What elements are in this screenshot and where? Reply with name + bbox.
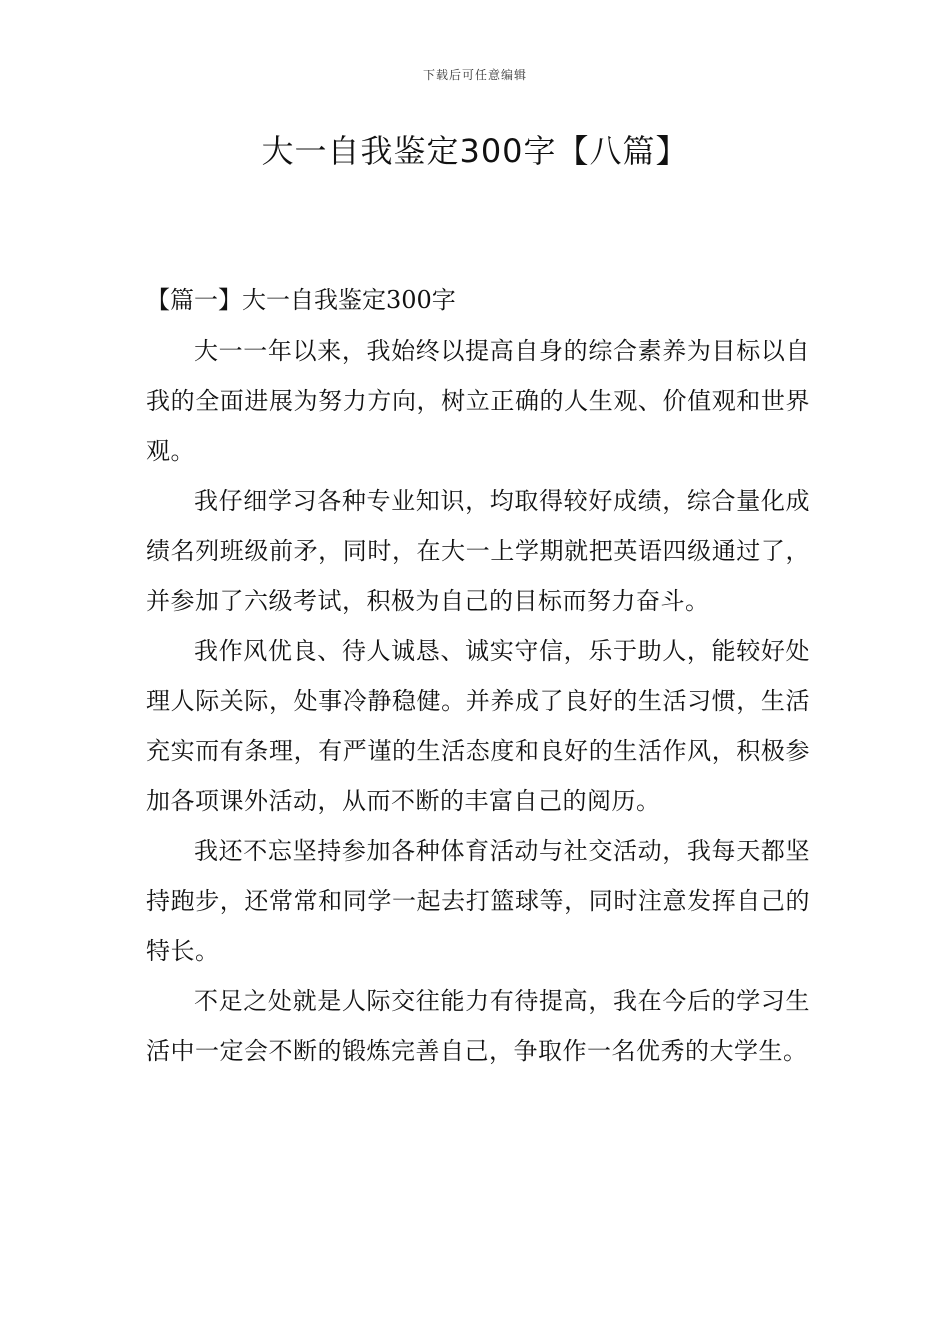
- paragraph: 大一一年以来，我始终以提高自身的综合素养为目标以自我的全面进展为努力方向，树立正确的人生观、价值观和世界观。: [146, 337, 810, 465]
- document-body: [146, 280, 810, 1076]
- paragraph: 我还不忘坚持参加各种体育活动与社交活动，我每天都坚持跑步，还常常和同学一起去打篮球等，同时注意发挥自己的特长。: [146, 837, 810, 965]
- paragraph: 不足之处就是人际交往能力有待提高，我在今后的学习生活中一定会不断的锻炼完善自己，争取作一名优秀的大学生。: [146, 987, 810, 1065]
- header-note: 下载后可任意编辑: [422, 68, 527, 82]
- paragraph: 我作风优良、待人诚恳、诚实守信，乐于助人，能较好处理人际关际，处事冷静稳健。并养成了良好的生活习惯，生活充实而有条理，有严谨的生活态度和良好的生活作风，积极参加各项课外活动，从而不断的丰富自己的阅历。: [146, 637, 810, 815]
- paragraph: 我仔细学习各种专业知识，均取得较好成绩，综合量化成绩名列班级前矛，同时，在大一上学期就把英语四级通过了，并参加了六级考试，积极为自己的目标而努力奋斗。: [146, 487, 810, 615]
- document-title: 大一自我鉴定300字【八篇】: [261, 132, 689, 170]
- section-heading: 【篇一】大一自我鉴定300字: [146, 286, 456, 314]
